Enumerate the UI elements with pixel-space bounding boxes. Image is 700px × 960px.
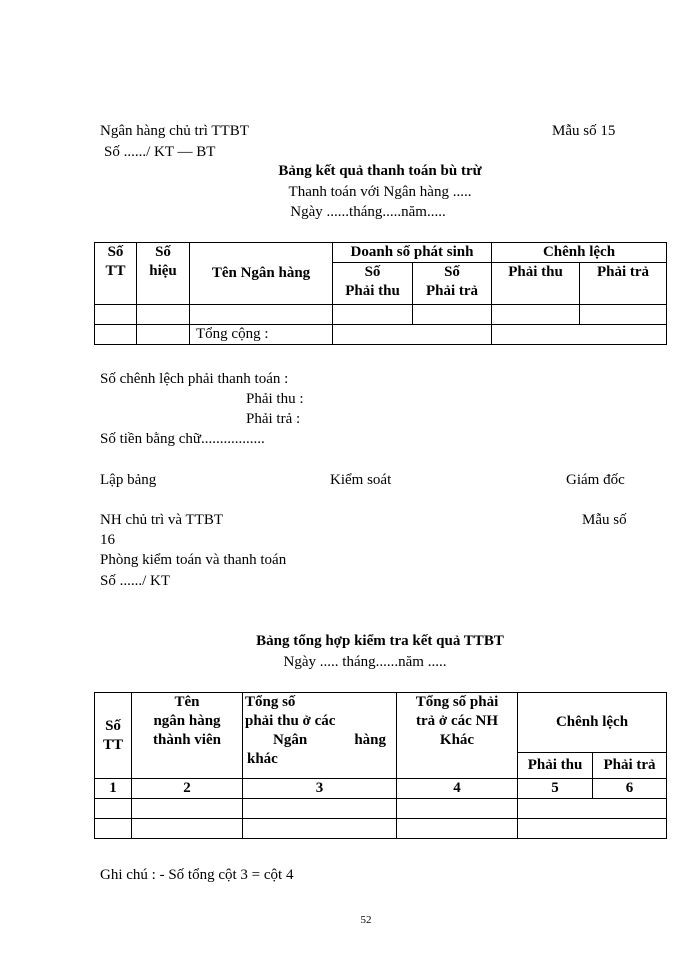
form16-form-number-cont: 16 [100, 532, 115, 548]
form16-num-6: 6 [593, 779, 667, 799]
form15-sub-phai-thu [333, 263, 413, 305]
form16-title: Bảng tổng hợp kiểm tra kết quả TTBT [256, 633, 504, 649]
form15-bank-host: Ngân hàng chủ trì TTBT [100, 123, 249, 139]
form15-title: Bảng kết quả thanh toán bù trừ [278, 163, 482, 179]
form15-sub-phai-thu-line1: Số [364, 264, 381, 280]
form15-group-doanh-so: Doanh số phát sinh [333, 243, 492, 263]
form15-diff-label: Số chênh lệch phải thanh toán : [100, 371, 289, 387]
form15-col-so-hieu-line2: hiệu [149, 263, 177, 279]
form16-empty-row-2 [95, 819, 667, 839]
form15-form-number: Mẫu số 15 [552, 123, 616, 139]
form16-num-3: 3 [243, 779, 397, 799]
form15-col-so-hieu [137, 243, 190, 305]
form15-sub-phai-tra-line2: Phải trả [425, 283, 479, 299]
form15-total-label: Tổng cộng : [190, 325, 333, 345]
form16-col-member-bank-line2: ngân hàng [153, 713, 221, 729]
form16-document-number: Số ....../ KT [100, 573, 171, 589]
form16-col-member-bank-line3: thành viên [153, 732, 221, 748]
form15-date-line: Ngày ......tháng.....năm..... [290, 204, 446, 220]
form15-col-stt-line1: Số [107, 244, 124, 260]
form15-sub-cl-phai-tra: Phải trả [580, 263, 667, 305]
form16-num-1: 1 [95, 779, 132, 799]
form15-col-so-hieu-line1: Số [155, 244, 171, 260]
form16-number-row [95, 779, 667, 799]
form16-col-stt-line2: TT [102, 736, 123, 753]
form16-department: Phòng kiểm toán và thanh toán [100, 552, 287, 568]
form16-num-4: 4 [397, 779, 518, 799]
form15-sub-phai-tra-line1: Số [444, 264, 460, 280]
form16-sub-phai-tra: Phải trả [593, 753, 667, 779]
form16-col3-line2: phải thu ở các [245, 713, 336, 729]
form16-col-member-bank-line1: Tên [174, 694, 200, 710]
form16-col3-line3 [245, 731, 394, 750]
form16-col4-line3: Khác [439, 732, 475, 748]
form16-bank-host: NH chủ trì và TTBT [100, 512, 224, 528]
form16-form-number: Mẫu số [582, 512, 627, 528]
form16-col-stt [95, 693, 132, 779]
form16-col-stt-line1: Số [105, 717, 121, 734]
form16-date-line: Ngày ..... tháng......năm ..... [283, 654, 447, 670]
form16-group-chenh-lech: Chênh lệch [518, 693, 667, 753]
form15-empty-row [95, 305, 667, 325]
form16-col-total-payable [397, 693, 518, 779]
form15-sub-phai-thu-line2: Phải thu [345, 283, 400, 299]
form16-table [94, 692, 667, 839]
form16-col3-line1: Tổng số [245, 694, 296, 710]
form16-col4-line1: Tổng số phải [415, 694, 499, 710]
form15-sign-director: Giám đốc [566, 472, 625, 488]
form15-receivable-label: Phải thu : [246, 391, 304, 407]
form15-subtitle: Thanh toán với Ngân hàng ..... [288, 184, 472, 200]
form16-empty-row-1 [95, 799, 667, 819]
form16-num-2: 2 [132, 779, 243, 799]
form15-sub-cl-phai-thu: Phải thu [492, 263, 580, 305]
form15-sub-phai-tra [413, 263, 492, 305]
form16-col4-line2: trả ở các NH [415, 713, 499, 729]
form15-col-stt-line2: TT [105, 263, 126, 279]
form16-col-total-receivable [243, 693, 397, 779]
form15-col-stt [95, 243, 137, 305]
form15-payable-label: Phải trả : [246, 411, 301, 427]
form15-document-number: Số ....../ KT — BT [104, 144, 216, 160]
form16-col-member-bank [132, 693, 243, 779]
form15-table [94, 242, 667, 345]
form16-num-5: 5 [518, 779, 593, 799]
form15-total-row [95, 325, 667, 345]
page-number: 52 [360, 914, 372, 926]
form15-sign-control: Kiểm soát [330, 472, 392, 488]
form16-col3-line4: khác [247, 751, 278, 767]
form15-sign-prepared: Lập bảng [100, 472, 157, 488]
form16-sub-phai-thu: Phải thu [518, 753, 593, 779]
form15-col-bank-name: Tên Ngân hàng [190, 243, 333, 305]
form16-col3-line3a: Ngân [273, 732, 308, 748]
form16-col3-line3b: hàng [354, 732, 386, 748]
form16-note: Ghi chú : - Số tổng cột 3 = cột 4 [100, 867, 294, 883]
form15-in-words-label: Số tiền bằng chữ................. [100, 431, 265, 447]
form15-group-chenh-lech: Chênh lệch [492, 243, 667, 263]
